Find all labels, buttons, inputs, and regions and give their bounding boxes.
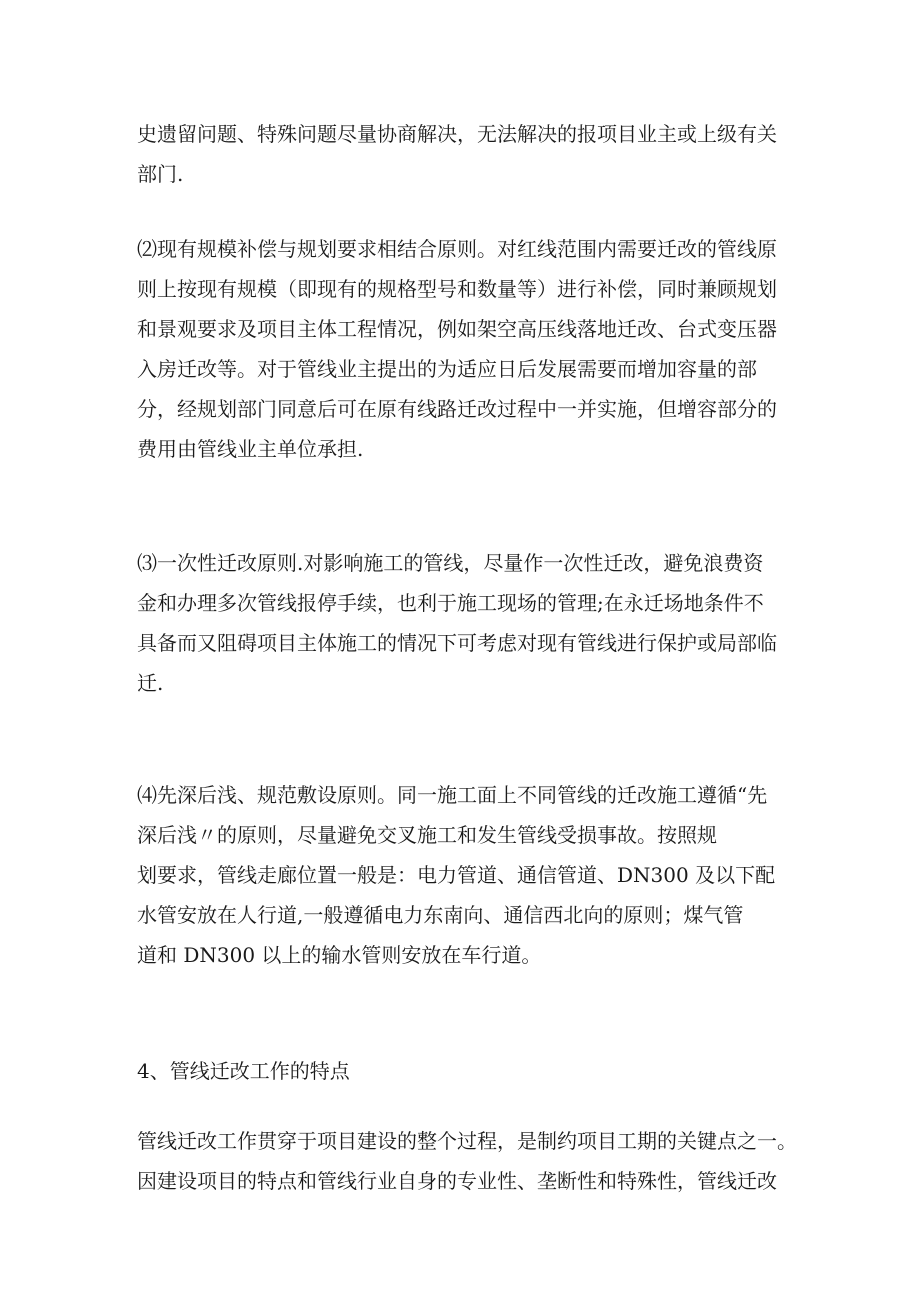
paragraph-principle-4 [137,775,807,975]
text-line: 金和办理多次管线报停手续，也利于施工现场的管理;在永迁场地条件不 [137,591,764,615]
paragraph-principle-2 [137,229,807,469]
text-line: 具备而又阻碍项目主体施工的情况下可考虑对现有管线进行保护或局部临 [137,631,777,655]
text-line: 史遗留问题、特殊问题尽量协商解决，无法解决的报项目业主或上级有关 [137,122,777,146]
text-line: ⑵现有规模补偿与规划要求相结合原则。对红线范围内需要迁改的管线原 [137,237,777,261]
text-line: 迁. [137,671,164,695]
text-line: ⑶一次性迁改原则.对影响施工的管线，尽量作一次性迁改，避免浪费资 [137,551,764,575]
text-line: 划要求，管线走廊位置一般是：电力管道、通信管道、DN300 及以下配 [137,863,776,887]
text-line: 则上按现有规模（即现有的规格型号和数量等）进行补偿，同时兼顾规划 [137,277,777,301]
text-line: 部门. [137,162,184,186]
paragraph-continued [137,114,807,194]
text-line: 分，经规划部门同意后可在原有线路迁改过程中一并实施，但增容部分的 [137,397,777,421]
text-line: 因建设项目的特点和管线行业自身的专业性、垄断性和特殊性，管线迁改 [137,1169,777,1193]
text-line: 深后浅〃的原则，尽量避免交叉施工和发生管线受损事故。按照规 [137,823,717,847]
text-line: 道和 DN300 以上的输水管则安放在车行道。 [137,943,542,967]
text-line: 入房迁改等。对于管线业主提出的为适应日后发展需要而增加容量的部 [137,357,757,381]
text-line: 和景观要求及项目主体工程情况，例如架空高压线落地迁改、台式变压器 [137,317,777,341]
text-line: ⑷先深后浅、规范敷设原则。同一施工面上不同管线的迁改施工遵循“先 [137,783,768,807]
text-line: 费用由管线业主单位承担. [137,437,364,461]
text-line: 水管安放在人行道,一般遵循电力东南向、通信西北向的原则；煤气管 [137,903,744,927]
section-heading [137,1051,807,1091]
paragraph-features [137,1121,807,1201]
text-line: 管线迁改工作贯穿于项目建设的整个过程，是制约项目工期的关键点之一。 [137,1129,797,1153]
text-line: 4、管线迁改工作的特点 [137,1059,350,1083]
paragraph-principle-3 [137,543,807,703]
